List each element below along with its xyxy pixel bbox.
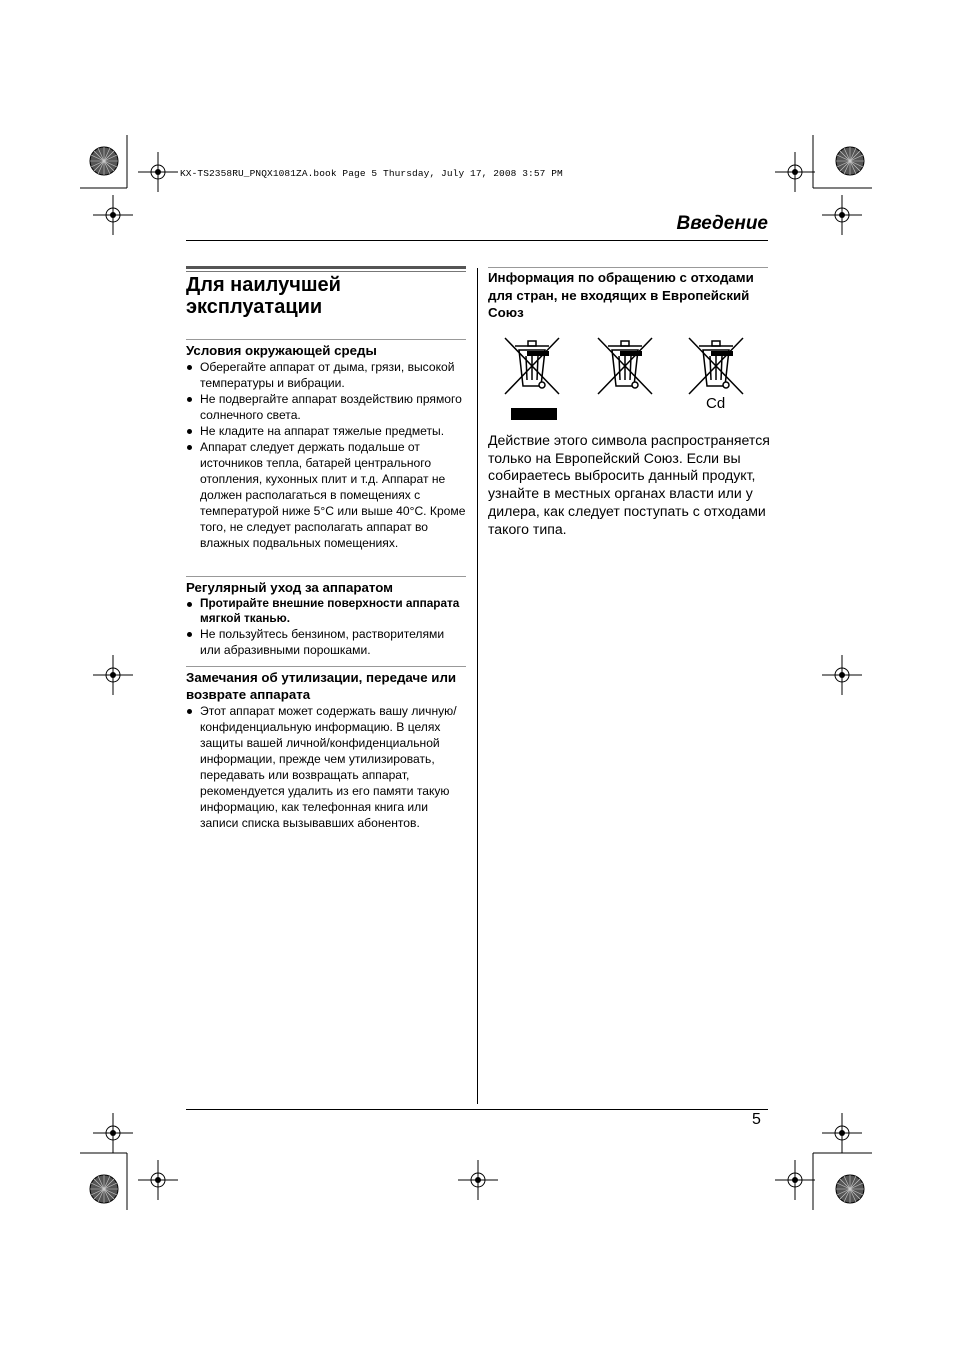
- registration-mark-icon: [93, 195, 133, 235]
- crossed-out-bin-icon: [596, 336, 660, 398]
- section-divider: [186, 576, 466, 577]
- bullet-icon: [187, 365, 192, 370]
- registration-mark-icon: [775, 152, 815, 192]
- bullet-icon: [187, 602, 192, 607]
- list-item-text: Аппарат следует держать подальше от источников тепла, батарей центрального отопления, кухонных плит и т.д. Аппарат не должен располагаться в помещениях с температурой ниже 5°C или выше 40°C. Кроме того, не следует располагать аппарат во влажных подвальных помещениях.: [200, 440, 466, 550]
- page-title-line2: эксплуатации: [186, 296, 323, 318]
- color-registration-target-icon: [89, 146, 119, 176]
- waste-info-body: Действие этого символа распространяется только на Европейский Союз. Если вы собираетесь выбросить данный продукт, узнайте в местных органах власти или у дилера, как следует поступать с отходами такого типа.: [488, 432, 770, 537]
- bullet-icon: [187, 397, 192, 402]
- bullet-list: [186, 359, 468, 551]
- section-care: [186, 579, 468, 658]
- bullet-list: [186, 703, 466, 831]
- bullet-icon: [187, 632, 192, 637]
- list-item: [186, 359, 468, 391]
- header-rule: [186, 240, 768, 241]
- list-item: [186, 391, 468, 423]
- page-number: 5: [752, 1111, 761, 1128]
- registration-mark-icon: [775, 1160, 815, 1200]
- list-item-text: Этот аппарат может содержать вашу личную/конфиденциальную информацию. В целях защиты вашей личной/конфиденциальной информации, прежде чем утилизировать, передавать или возвращать аппарат, рекомендуется удалить из его памяти такую информацию, как телефонная книга или записи списка вызывавших абонентов.: [200, 704, 457, 830]
- section-heading: Замечания об утилизации, передаче или возврате аппарата: [186, 670, 457, 702]
- list-item-text: Не подвергайте аппарат воздействию прямого солнечного света.: [200, 392, 462, 422]
- registration-mark-icon: [93, 1113, 133, 1153]
- bullet-icon: [187, 429, 192, 434]
- section-divider: [186, 339, 466, 340]
- registration-mark-icon: [138, 152, 178, 192]
- bullet-list: [186, 596, 468, 658]
- list-item: [186, 626, 468, 658]
- registration-mark-icon: [822, 1113, 862, 1153]
- color-registration-target-icon: [835, 146, 865, 176]
- footer-rule: [186, 1109, 768, 1110]
- color-registration-target-icon: [835, 1174, 865, 1204]
- list-item-text: Протирайте внешние поверхности аппарата мягкой тканью.: [200, 596, 460, 625]
- registration-mark-icon: [458, 1160, 498, 1200]
- bullet-icon: [187, 445, 192, 450]
- section-title: Введение: [676, 213, 768, 234]
- right-heading-rule: [488, 267, 768, 268]
- cd-label: Cd: [706, 395, 726, 412]
- registration-mark-icon: [93, 655, 133, 695]
- list-item-text: Не кладите на аппарат тяжелые предметы.: [200, 424, 445, 438]
- registration-mark-icon: [822, 195, 862, 235]
- registration-mark-icon: [822, 655, 862, 695]
- list-item: [186, 423, 468, 439]
- registration-mark-icon: [138, 1160, 178, 1200]
- column-divider: [477, 268, 478, 1104]
- book-meta: KX-TS2358RU_PNQX1081ZA.book Page 5 Thursday, July 17, 2008 3:57 PM: [180, 168, 563, 179]
- title-rule-top: [186, 266, 466, 269]
- page-title: [186, 274, 466, 318]
- bullet-icon: [187, 709, 192, 714]
- title-rule-bottom: [186, 271, 466, 272]
- list-item: [186, 439, 468, 551]
- section-disposal-notes: [186, 669, 466, 831]
- section-heading: Условия окружающей среды: [186, 343, 377, 358]
- list-item: [186, 703, 466, 831]
- color-registration-target-icon: [89, 1174, 119, 1204]
- list-item-text: Оберегайте аппарат от дыма, грязи, высокой температуры и вибрации.: [200, 360, 455, 390]
- list-item: [186, 596, 468, 626]
- page-title-line1: Для наилучшей: [186, 274, 341, 296]
- section-environment: [186, 342, 468, 551]
- crossed-out-bin-icon: [503, 336, 567, 398]
- section-heading: Регулярный уход за аппаратом: [186, 580, 393, 595]
- bin-black-bar: [511, 408, 557, 420]
- waste-info-heading: Информация по обращению с отходами для стран, не входящих в Европейский Союз: [488, 270, 754, 320]
- list-item-text: Не пользуйтесь бензином, растворителями или абразивными порошками.: [200, 627, 445, 657]
- section-divider: [186, 666, 466, 667]
- crossed-out-bin-icon: [687, 336, 751, 398]
